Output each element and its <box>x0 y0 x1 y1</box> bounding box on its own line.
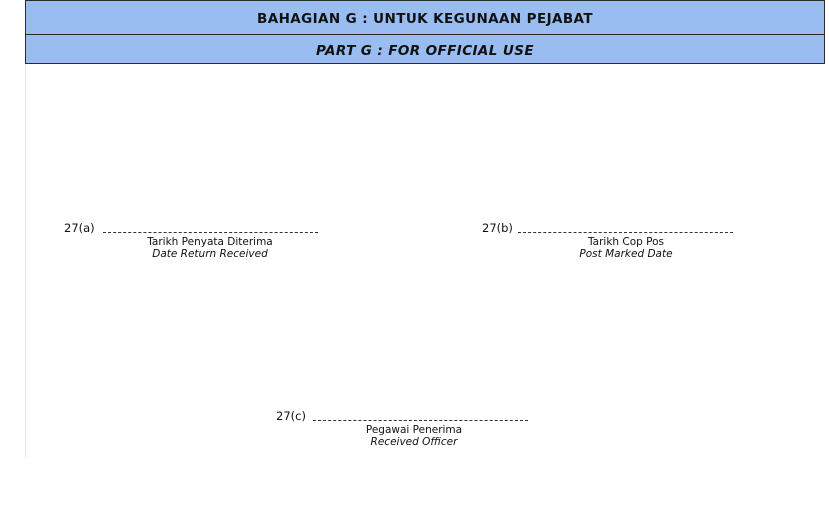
field-27c-label-ms: Pegawai Penerima <box>365 424 463 436</box>
section-subtitle: PART G : FOR OFFICIAL USE <box>315 43 534 59</box>
section-title: BAHAGIAN G : UNTUK KEGUNAAN PEJABAT <box>257 11 593 27</box>
field-27b-label-en: Post Marked Date <box>579 248 673 260</box>
field-27c-label-en: Received Officer <box>370 436 458 448</box>
field-27b-number: 27(b) <box>482 221 513 235</box>
header-subtitle-row <box>26 34 824 65</box>
field-27b-caption <box>526 236 726 260</box>
field-27b-label-ms: Tarikh Cop Pos <box>587 236 665 248</box>
field-27a-number: 27(a) <box>64 221 95 235</box>
field-27c-entry-line[interactable] <box>313 420 528 421</box>
field-27a-label-en: Date Return Received <box>152 248 268 260</box>
field-27a-label-ms: Tarikh Penyata Diterima <box>147 236 273 248</box>
section-header <box>25 0 825 64</box>
field-27b-entry-line[interactable] <box>518 232 733 233</box>
field-27c-number: 27(c) <box>276 409 306 423</box>
field-27a-caption <box>110 236 310 260</box>
field-27a-entry-line[interactable] <box>103 232 318 233</box>
header-title-row <box>26 3 824 33</box>
field-27c-caption <box>314 424 514 448</box>
page-left-edge <box>25 0 26 458</box>
